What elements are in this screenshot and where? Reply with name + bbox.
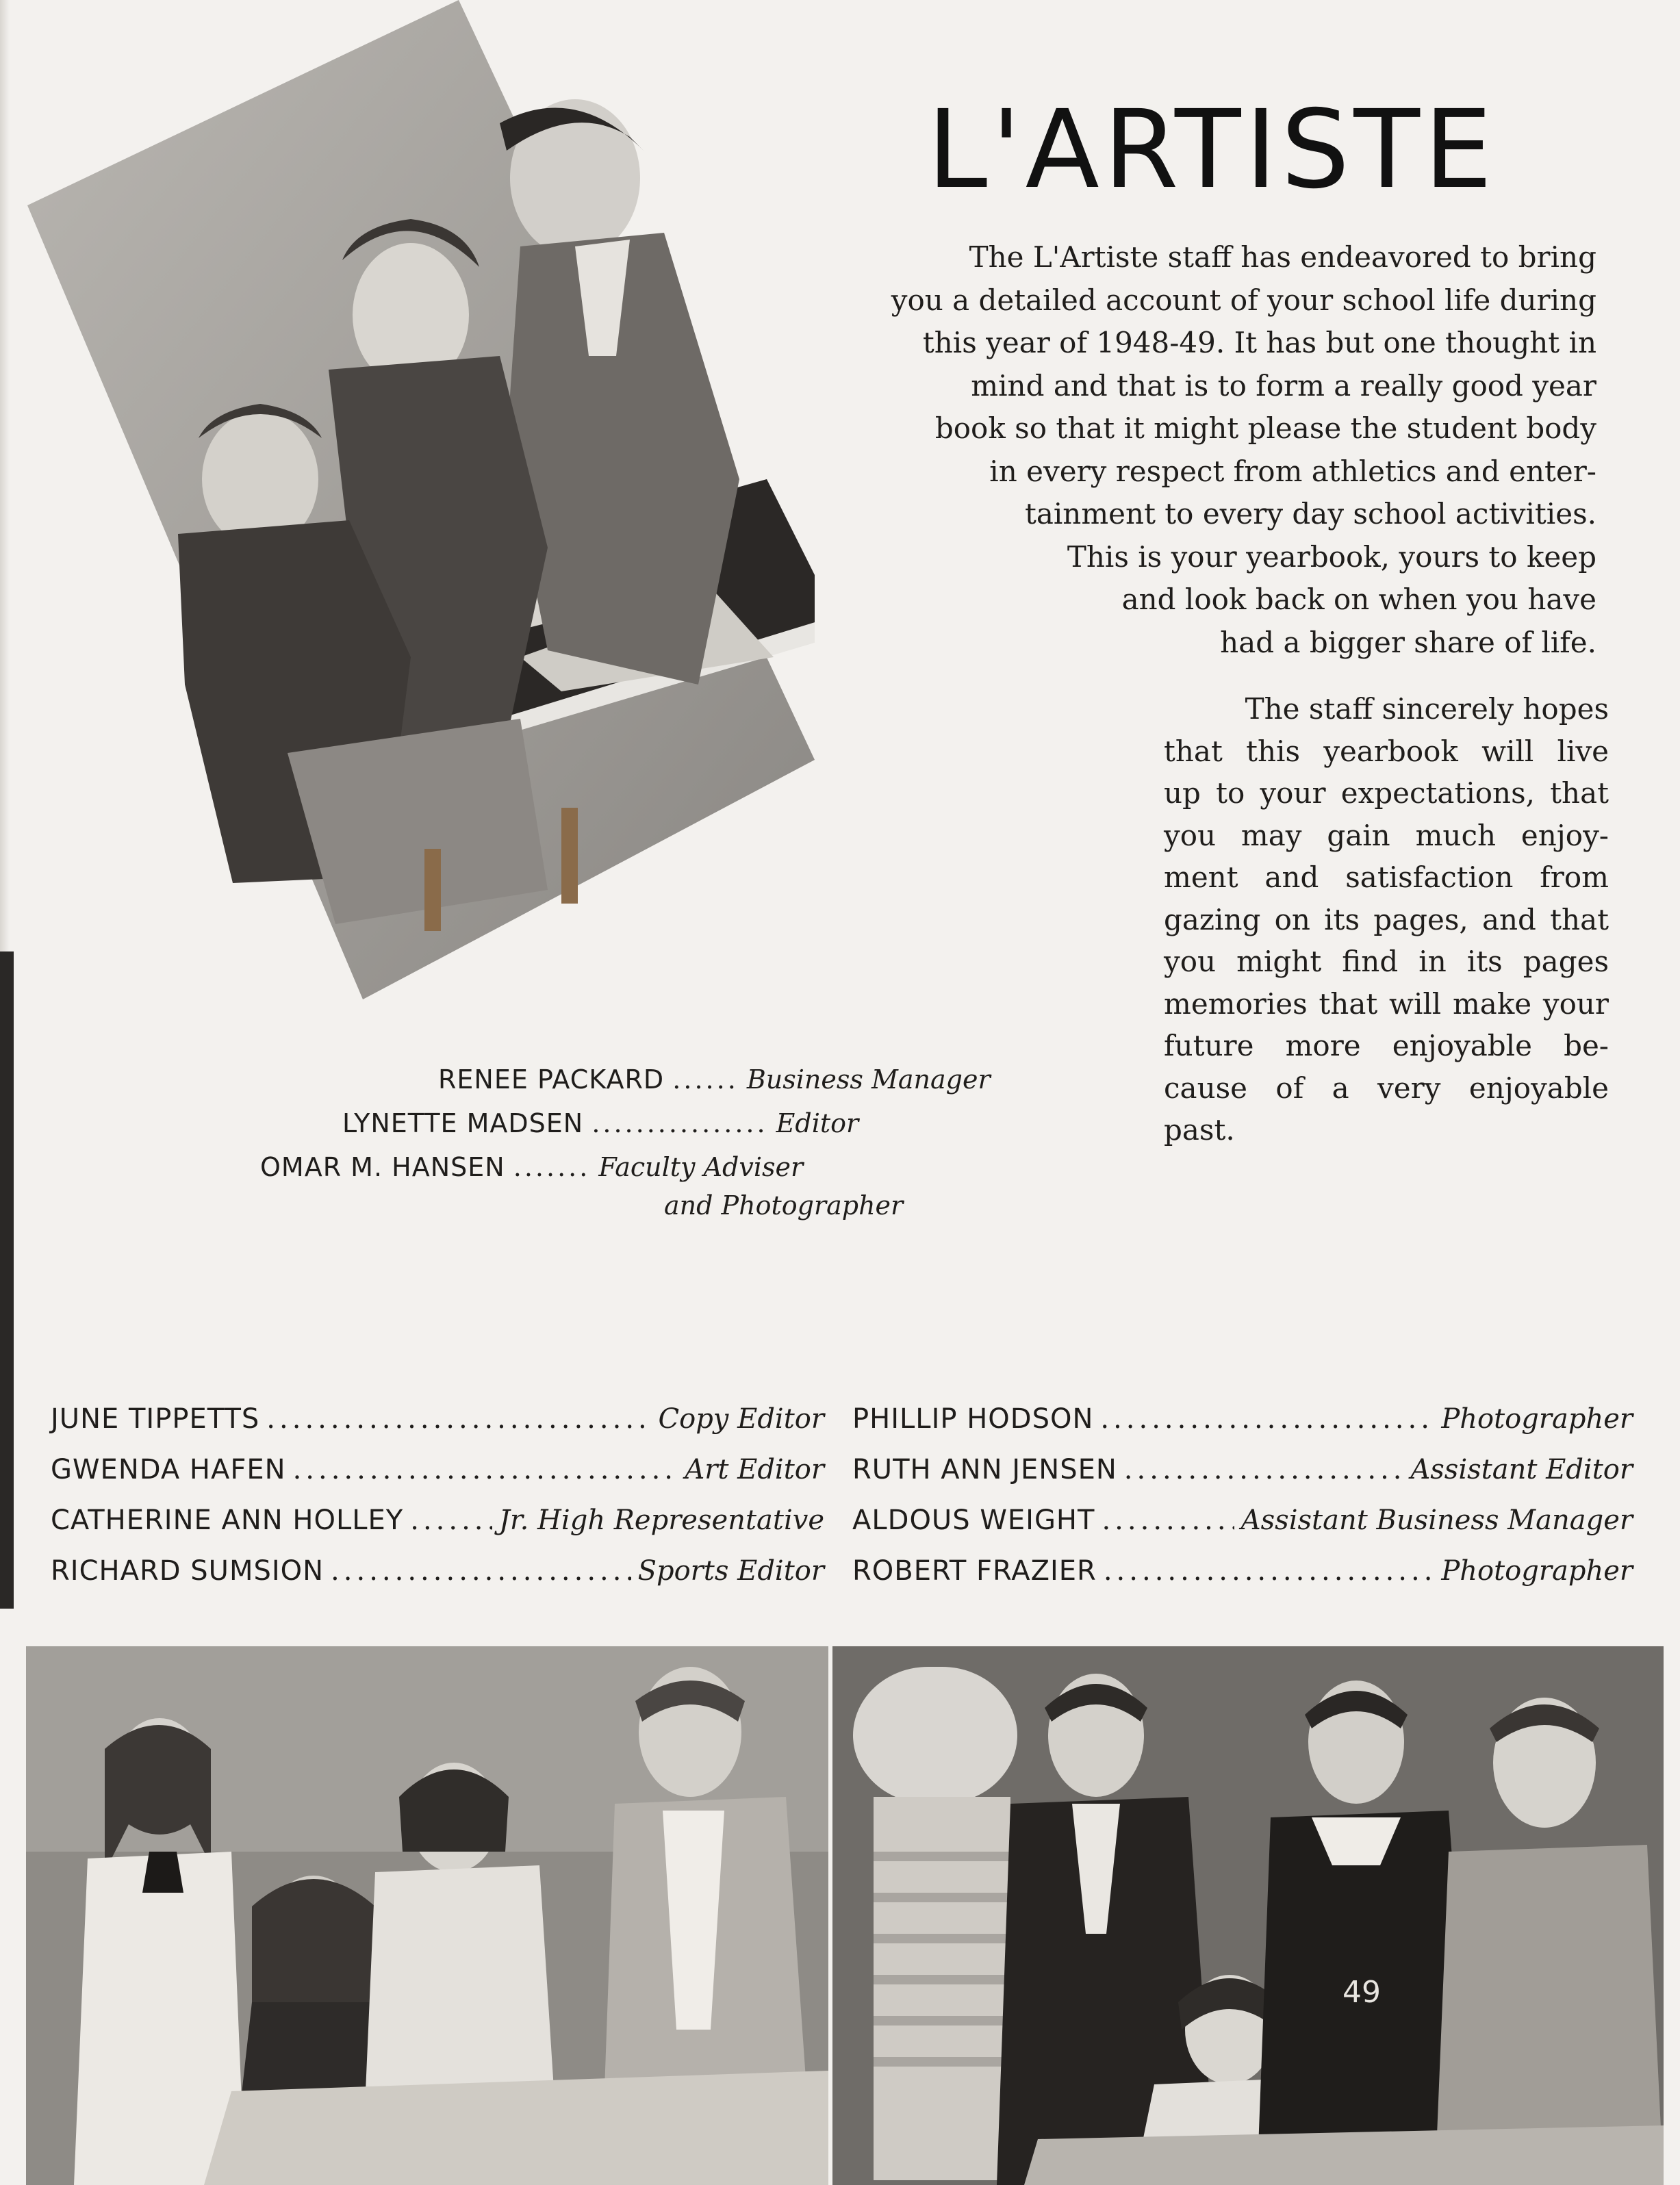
staff-name: CATHERINE ANN HOLLEY	[51, 1505, 404, 1536]
staff-role: Jr. High Representative	[498, 1505, 824, 1536]
intro-line: This is your yearbook, yours to keep	[1067, 539, 1596, 574]
staff-name: JUNE TIPPETTS	[51, 1403, 260, 1435]
leader-dots	[1124, 1454, 1404, 1485]
closing-line: The staff sincerely hopes	[1245, 692, 1609, 726]
closing-line: future more enjoyable be-	[1164, 1029, 1609, 1062]
staff-entry	[246, 1145, 1089, 1189]
staff-name: ROBERT FRAZIER	[852, 1555, 1097, 1587]
leader-dots	[1100, 1403, 1434, 1435]
leader-dots: ................	[591, 1108, 768, 1138]
staff-name: ALDOUS WEIGHT	[852, 1505, 1095, 1536]
closing-line: cause of a very enjoyable	[1164, 1071, 1609, 1105]
intro-line: this year of 1948-49. It has but one thought in	[922, 326, 1596, 359]
leader-dots	[1104, 1555, 1435, 1587]
staff-name: RENEE PACKARD	[438, 1064, 665, 1095]
staff-role: Assistant Business Manager	[1240, 1505, 1633, 1536]
intro-line: and look back on when you have	[1121, 583, 1596, 616]
staff-name: GWENDA HAFEN	[51, 1454, 286, 1485]
closing-line: past.	[1164, 1113, 1235, 1147]
staff-group-photo	[27, 0, 815, 999]
staff-role: Editor	[776, 1108, 859, 1138]
staff-name: OMAR M. HANSEN	[260, 1152, 505, 1182]
sweater-number: 49	[1342, 1975, 1381, 2010]
staff-role: Faculty Adviser	[598, 1152, 804, 1182]
staff-role: Business Manager	[746, 1064, 991, 1095]
leader-dots	[331, 1555, 631, 1587]
staff-name: LYNETTE MADSEN	[342, 1108, 584, 1138]
staff-entry	[51, 1505, 824, 1555]
staff-role: Photographer	[1441, 1555, 1633, 1587]
intro-line: tainment to every day school activities.	[1024, 497, 1596, 531]
staff-role: Assistant Editor	[1410, 1454, 1633, 1485]
page-edge	[0, 0, 10, 951]
staff-entry	[852, 1403, 1633, 1454]
closing-line: gazing on its pages, and that	[1164, 902, 1609, 936]
leader-dots: ......	[672, 1064, 739, 1095]
leader-dots: .......	[513, 1152, 591, 1182]
closing-line: that this yearbook will live	[1164, 734, 1609, 768]
staff-name: RICHARD SUMSION	[51, 1555, 324, 1587]
leader-dots	[1102, 1505, 1234, 1536]
leader-dots	[293, 1454, 678, 1485]
intro-line: you a detailed account of your school life during	[891, 283, 1596, 317]
intro-line: in every respect from athletics and enter-	[989, 454, 1596, 488]
leader-dots	[410, 1505, 492, 1536]
staff-role: Sports Editor	[637, 1555, 824, 1587]
staff-role: Copy Editor	[658, 1403, 824, 1435]
staff-entry	[852, 1555, 1633, 1606]
closing-line: you may gain much enjoy-	[1164, 818, 1609, 852]
binding-strip	[0, 951, 14, 1609]
staff-role: and Photographer	[664, 1190, 904, 1221]
staff-list-left	[51, 1403, 824, 1606]
staff-name: PHILLIP HODSON	[852, 1403, 1094, 1435]
staff-entry	[852, 1454, 1633, 1505]
staff-entry	[852, 1505, 1633, 1555]
staff-list-leaders	[246, 1058, 1089, 1227]
editors-photo	[26, 1646, 828, 2185]
photographers-photo	[832, 1646, 1664, 2185]
closing-line: memories that will make your	[1164, 986, 1609, 1021]
staff-list-right	[852, 1403, 1633, 1606]
closing-line: up to your expectations, that	[1164, 776, 1609, 810]
page-title: L'ARTISTE	[927, 87, 1497, 213]
intro-line: mind and that is to form a really good year	[971, 368, 1596, 402]
staff-entry	[51, 1555, 824, 1606]
intro-paragraph	[808, 236, 1596, 664]
closing-line: you might find in its pages	[1164, 945, 1609, 978]
closing-line: ment and satisfaction from	[1164, 860, 1609, 894]
staff-entry	[51, 1403, 824, 1454]
intro-line: The L'Artiste staff has endeavored to bring	[969, 240, 1596, 274]
staff-role: Photographer	[1441, 1403, 1633, 1435]
intro-line: book so that it might please the student body	[934, 411, 1596, 445]
staff-role: Art Editor	[685, 1454, 824, 1485]
staff-entry-continuation	[246, 1184, 1089, 1227]
closing-paragraph	[1164, 688, 1609, 1151]
staff-entry	[51, 1454, 824, 1505]
staff-name: RUTH ANN JENSEN	[852, 1454, 1117, 1485]
staff-entry	[246, 1101, 1089, 1145]
staff-entry	[246, 1058, 1089, 1101]
intro-line: had a bigger share of life.	[1220, 625, 1596, 659]
leader-dots	[266, 1403, 651, 1435]
